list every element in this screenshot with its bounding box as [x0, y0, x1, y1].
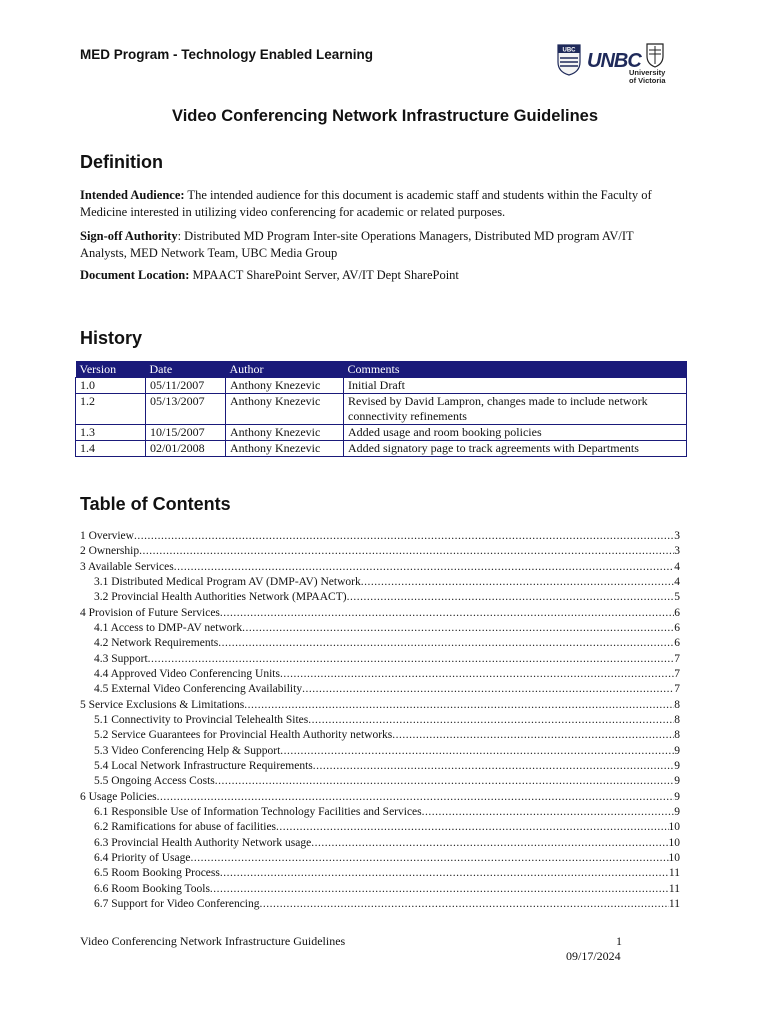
toc-entry-title: 2 Ownership [80, 545, 140, 558]
footer-page-number: 1 [616, 934, 622, 948]
column-header-comments: Comments [344, 361, 687, 378]
toc-entry-page: 3 [674, 545, 680, 558]
table-of-contents [80, 530, 680, 913]
history-header-row [76, 361, 687, 378]
toc-entry-title: 6 Usage Policies [80, 790, 157, 803]
toc-entry[interactable] [80, 714, 680, 729]
toc-leader-dots [280, 745, 674, 757]
toc-entry[interactable] [80, 775, 680, 790]
toc-entry-page: 6 [674, 637, 680, 650]
toc-leader-dots [347, 591, 675, 603]
column-header-version: Version [76, 361, 146, 378]
table-row [76, 378, 687, 394]
toc-entry-title: 3.2 Provincial Health Authorities Network (MPAACT) [94, 591, 347, 604]
toc-leader-dots [190, 852, 668, 864]
toc-entry[interactable] [80, 760, 680, 775]
toc-entry-title: 6.2 Ramifications for abuse of facilities [94, 821, 277, 834]
ubc-logo-text: UBC [562, 47, 576, 54]
toc-entry-title: 5.3 Video Conferencing Help & Support [94, 744, 281, 757]
toc-entry-page: 8 [674, 698, 680, 711]
column-header-author: Author [226, 361, 344, 378]
table-row [76, 394, 687, 425]
date-cell: 10/15/2007 [146, 425, 226, 441]
toc-entry-page: 9 [674, 744, 680, 757]
toc-entry-title: 4 Provision of Future Services [80, 606, 220, 619]
column-header-date: Date [146, 361, 226, 378]
toc-entry-page: 9 [674, 805, 680, 818]
toc-entry-page: 10 [668, 836, 680, 849]
header-program-title: MED Program - Technology Enabled Learning [80, 47, 374, 62]
toc-heading: Table of Contents [80, 494, 231, 514]
toc-entry-title: 4.2 Network Requirements [94, 637, 219, 650]
version-cell: 1.3 [76, 425, 146, 441]
toc-leader-dots [313, 760, 675, 772]
toc-entry-title: 3 Available Services [80, 560, 174, 573]
toc-entry-title: 3.1 Distributed Medical Program AV (DMP-AV) Network [94, 575, 361, 588]
toc-entry-title: 4.4 Approved Video Conferencing Units [94, 667, 280, 680]
author-cell: Anthony Knezevic [226, 441, 344, 457]
toc-entry-page: 7 [674, 667, 680, 680]
toc-entry-title: 4.5 External Video Conferencing Availability [94, 683, 303, 696]
toc-entry-title: 5.5 Ongoing Access Costs [94, 775, 215, 788]
toc-entry-page: 11 [668, 882, 680, 895]
toc-entry-page: 8 [674, 713, 680, 726]
toc-entry[interactable] [80, 745, 680, 760]
intended-audience-paragraph: Intended Audience: The intended audience for this document is academic staff and students within the Faculty of Medicine interested in utilizing video conferencing for academic or related purposes. [80, 188, 652, 219]
toc-entry-page: 6 [674, 621, 680, 634]
toc-entry[interactable] [80, 821, 680, 836]
version-cell: 1.4 [76, 441, 146, 457]
toc-leader-dots [260, 898, 669, 910]
toc-entry[interactable] [80, 806, 680, 821]
version-cell: 1.0 [76, 378, 146, 394]
toc-entry[interactable] [80, 867, 680, 882]
toc-leader-dots [148, 653, 675, 665]
footer-document-name: Video Conferencing Network Infrastructure Guidelines [80, 934, 346, 948]
toc-entry-title: 4.1 Access to DMP-AV network [94, 621, 243, 634]
toc-entry-page: 10 [668, 821, 680, 834]
toc-leader-dots [302, 683, 674, 695]
toc-leader-dots [174, 561, 675, 573]
toc-entry[interactable] [80, 607, 680, 622]
date-cell: 02/01/2008 [146, 441, 226, 457]
definition-heading: Definition [80, 152, 163, 172]
toc-entry[interactable] [80, 591, 680, 606]
history-table [75, 361, 687, 457]
toc-entry[interactable] [80, 837, 680, 852]
date-cell: 05/13/2007 [146, 394, 226, 425]
toc-leader-dots [276, 821, 668, 833]
version-cell: 1.2 [76, 394, 146, 425]
signoff-authority-paragraph: Sign-off Authority: Distributed MD Program Inter-site Operations Managers, Distributed MD program AV/IT Analysts, MED Network Team, UBC Media Group [80, 229, 634, 260]
toc-entry-page: 7 [674, 652, 680, 665]
toc-entry[interactable] [80, 530, 680, 545]
toc-entry[interactable] [80, 791, 680, 806]
toc-leader-dots [157, 791, 675, 803]
footer-date: 09/17/2024 [566, 949, 621, 963]
toc-entry[interactable] [80, 561, 680, 576]
table-row [76, 441, 687, 457]
toc-leader-dots [220, 607, 674, 619]
toc-leader-dots [242, 622, 674, 634]
toc-entry-page: 9 [674, 790, 680, 803]
toc-entry-page: 11 [668, 867, 680, 880]
toc-leader-dots [220, 867, 669, 879]
toc-leader-dots [210, 883, 669, 895]
toc-entry-title: 1 Overview [80, 530, 134, 542]
comments-cell: Added signatory page to track agreements with Departments [344, 441, 687, 457]
toc-entry-page: 10 [668, 851, 680, 864]
toc-entry[interactable] [80, 653, 680, 668]
toc-entry[interactable] [80, 898, 680, 913]
toc-leader-dots [215, 775, 675, 787]
comments-cell: Revised by David Lampron, changes made to include network connectivity refinements [344, 394, 687, 425]
toc-entry[interactable] [80, 576, 680, 591]
toc-entry-page: 6 [674, 606, 680, 619]
toc-entry-title: 6.6 Room Booking Tools [94, 882, 210, 895]
comments-cell: Added usage and room booking policies [344, 425, 687, 441]
institution-logos [557, 42, 677, 86]
toc-entry-title: 4.3 Support [94, 652, 148, 665]
toc-entry[interactable] [80, 852, 680, 867]
toc-leader-dots [218, 637, 674, 649]
toc-entry[interactable] [80, 683, 680, 698]
toc-leader-dots [361, 576, 675, 588]
document-title: Video Conferencing Network Infrastructure Guidelines [171, 107, 599, 125]
author-cell: Anthony Knezevic [226, 378, 344, 394]
toc-entry[interactable] [80, 883, 680, 898]
toc-entry-title: 6.3 Provincial Health Authority Network usage [94, 836, 312, 849]
toc-leader-dots [244, 699, 674, 711]
unbc-logo: UNBC [587, 50, 641, 72]
author-cell: Anthony Knezevic [226, 394, 344, 425]
toc-entry-page: 8 [674, 729, 680, 742]
toc-entry-page: 3 [674, 530, 680, 542]
toc-entry-page: 4 [674, 560, 680, 573]
toc-leader-dots [139, 545, 674, 557]
uvic-logo-text: University of Victoria [629, 68, 666, 85]
toc-entry[interactable] [80, 668, 680, 683]
toc-entry-page: 11 [668, 897, 680, 910]
toc-entry-title: 6.7 Support for Video Conferencing [94, 897, 260, 910]
toc-entry-title: 6.4 Priority of Usage [94, 851, 191, 864]
toc-entry-title: 5.1 Connectivity to Provincial Telehealth Sites [94, 713, 309, 726]
toc-entry[interactable] [80, 637, 680, 652]
toc-leader-dots [392, 729, 674, 741]
toc-entry-page: 7 [674, 683, 680, 696]
toc-entry[interactable] [80, 545, 680, 560]
toc-entry-title: 5.4 Local Network Infrastructure Requirements [94, 759, 313, 772]
document-location-paragraph: Document Location: MPAACT SharePoint Server, AV/IT Dept SharePoint [80, 268, 459, 282]
toc-entry-page: 5 [674, 591, 680, 604]
history-heading: History [80, 328, 143, 348]
toc-entry-title: 5.2 Service Guarantees for Provincial Health Authority networks [94, 729, 393, 742]
toc-entry-title: 6.1 Responsible Use of Information Technology Facilities and Services [94, 805, 422, 818]
toc-leader-dots [422, 806, 675, 818]
toc-entry[interactable] [80, 699, 680, 714]
comments-cell: Initial Draft [344, 378, 687, 394]
toc-leader-dots [311, 837, 668, 849]
toc-entry[interactable] [80, 729, 680, 744]
toc-entry-page: 9 [674, 759, 680, 772]
toc-entry-title: 5 Service Exclusions & Limitations [80, 698, 245, 711]
author-cell: Anthony Knezevic [226, 425, 344, 441]
toc-leader-dots [308, 714, 674, 726]
toc-entry-page: 9 [674, 775, 680, 788]
toc-entry-page: 4 [674, 575, 680, 588]
date-cell: 05/11/2007 [146, 378, 226, 394]
toc-leader-dots [134, 530, 674, 542]
toc-entry[interactable] [80, 622, 680, 637]
table-row [76, 425, 687, 441]
ubc-logo [557, 44, 581, 76]
toc-leader-dots [280, 668, 674, 680]
toc-entry-title: 6.5 Room Booking Process [94, 867, 220, 880]
